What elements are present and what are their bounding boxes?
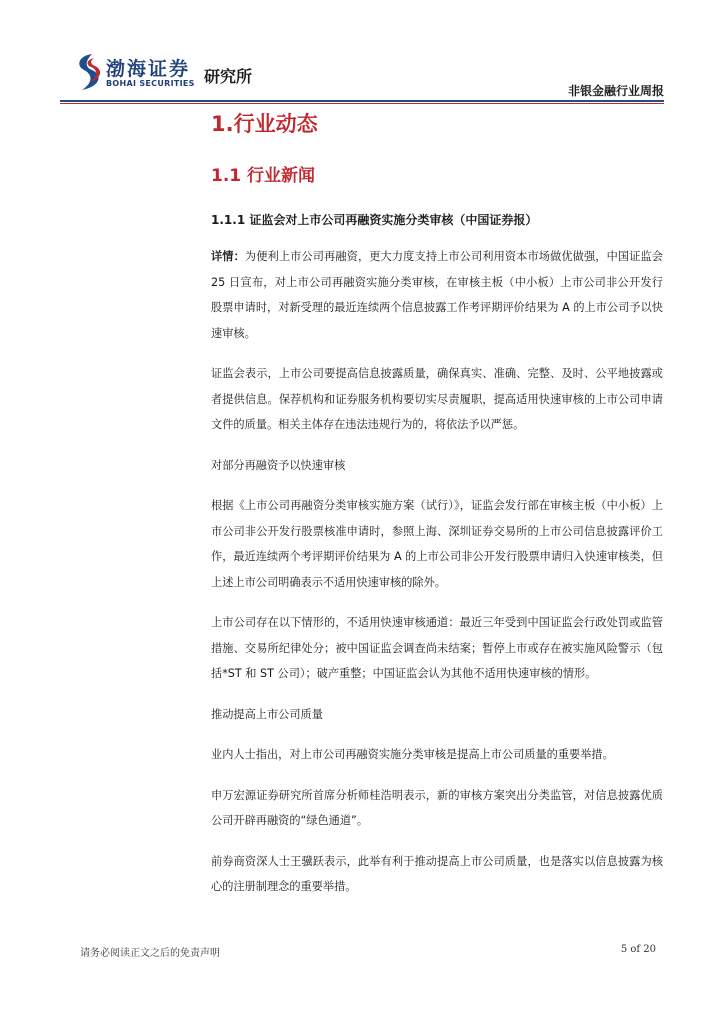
- paragraph: 上市公司存在以下情形的，不适用快速审核通道：最近三年受到中国证监会行政处罚或监管措施、交易所纪律处分；被中国证监会调查尚未结案；暂停上市或存在被实施风险警示（包括*ST 和 ST 公司）；破产重整；中国证监会认为其他不适用快速审核的情形。: [211, 616, 663, 680]
- paragraph: 证监会表示，上市公司要提高信息披露质量，确保真实、准确、完整、及时、公平地披露或者提供信息。保荐机构和证券服务机构要切实尽责履职，提高适用快速审核的上市公司申请文件的质量。相关主体存在违法违规行为的，将依法予以严惩。: [211, 367, 663, 431]
- logo-wave-icon: [72, 52, 104, 92]
- paragraph: 申万宏源证券研究所首席分析师桂浩明表示，新的审核方案突出分类监管，对信息披露优质公司开辟再融资的“绿色通道”。: [211, 788, 663, 827]
- bohai-logo: [72, 52, 196, 100]
- report-type: 非银金融行业周报: [567, 84, 664, 98]
- paragraph-detail: [211, 244, 663, 346]
- institute-label: 研究所: [204, 67, 253, 86]
- brand-name-en: BOHAI SECURITIES: [106, 79, 195, 88]
- detail-label: 详情：: [211, 250, 245, 263]
- subsection-heading: 1.1 行业新闻: [211, 166, 316, 186]
- header-divider-red: [60, 103, 664, 104]
- paragraph-subhead: 对部分再融资予以快速审核: [211, 458, 346, 472]
- paragraph: 前券商资深人士王骥跃表示，此举有利于推动提高上市公司质量，也是落实以信息披露为核心的注册制理念的重要举措。: [211, 854, 663, 893]
- page-number: 5 of 20: [620, 944, 656, 955]
- article-title: 1.1.1 证监会对上市公司再融资实施分类审核（中国证券报）: [211, 213, 538, 227]
- page-header: [0, 0, 724, 105]
- paragraph: 业内人士指出，对上市公司再融资实施分类审核是提高上市公司质量的重要举措。: [211, 748, 614, 761]
- section-heading: 1.行业动态: [211, 112, 318, 136]
- paragraph: 根据《上市公司再融资分类审核实施方案（试行）》，证监会发行部在审核主板（中小板）上市公司非公开发行股票核准申请时，参照上海、深圳证券交易所的上市公司信息披露评价工作，最近连续两个考评期评价结果为 A 的上市公司非公开发行股票申请归入快速审核类，但上述上市公司明确表示不适用快速审核的除外。: [211, 499, 663, 589]
- main-content: [211, 110, 663, 900]
- detail-text: 为便利上市公司再融资，更大力度支持上市公司利用资本市场做优做强，中国证监会 25 日宣布，对上市公司再融资实施分类审核，在审核主板（中小板）上市公司非公开发行股票申请时，对新受理的最近连续两个信息披露工作考评期评价结果为 A 的上市公司予以快速审核。: [211, 250, 663, 340]
- paragraph-subhead: 推动提高上市公司质量: [211, 707, 323, 721]
- header-divider-blue: [60, 100, 664, 102]
- brand-name-cn: 渤海证券: [106, 58, 191, 80]
- footer-disclaimer: 请务必阅读正文之后的免责声明: [80, 948, 220, 959]
